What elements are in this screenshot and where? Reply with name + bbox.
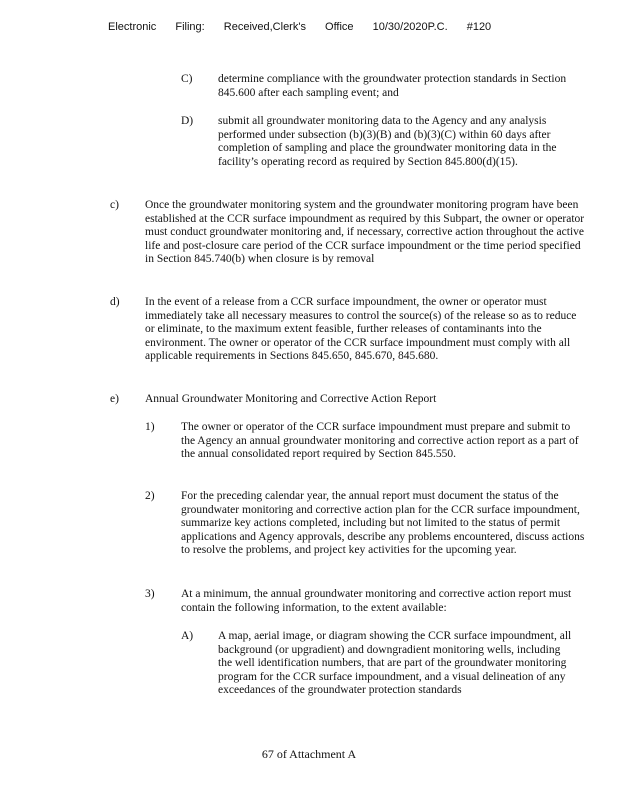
header-date: 10/30/2020P.C. <box>372 21 448 33</box>
item-label: D) <box>181 115 194 127</box>
section-text: Once the groundwater monitoring system and the groundwater monitoring program have been established at the CCR surface impoundment as required by this Subpart, the owner or operator must conduct groundwater monitoring and, if necessary, corrective action throughout the active life and post-closure care period of the CCR surface impoundment or the time period specified in Section 845.740(b) when closure is by removal <box>145 199 585 266</box>
item-label: A) <box>181 630 194 642</box>
header-electronic: Electronic <box>108 21 157 33</box>
page-footer: 67 of Attachment A <box>261 747 357 761</box>
subitem-text: At a minimum, the annual groundwater monitoring and corrective action report must contain the following information, to the extent available: <box>181 588 572 614</box>
item-text: A map, aerial image, or diagram showing the CCR surface impoundment, all background (or upgradient) and downgradient monitoring wells, including the well identification numbers, that are part of the groundwater monitoring program for the CCR surface impoundment, and a visual delineation of any exceedances of the groundwater protection standards <box>218 630 572 697</box>
subitem-label: 3) <box>145 588 155 600</box>
section-label: e) <box>110 393 119 405</box>
item-text: submit all groundwater monitoring data to the Agency and any analysis performed under subsection (b)(3)(B) and (b)(3)(C) within 60 days after completion of sampling and place the groundwater monitoring data in the facility’s operating record as required by Section 845.800(d)(15). <box>218 115 557 168</box>
header-filing: Filing: <box>175 21 205 33</box>
section-text: In the event of a release from a CCR surface impoundment, the owner or operator must immediately take all necessary measures to control the source(s) of the release so as to reduce or eliminate, to the maximum extent feasible, further releases of contaminants into the environment. The owner or operator of the CCR surface impoundment must comply with all applicable requirements in Sections 845.650, 845.670, 845.680. <box>145 296 577 363</box>
subitem-text: For the preceding calendar year, the annual report must document the status of the groundwater monitoring and corrective action plan for the CCR surface impoundment, summarize key actions completed, including but not limited to the status of permit applications and Agency approvals, describe any problems encountered, discuss actions to resolve the problems, and project key activities for the upcoming year. <box>181 490 585 557</box>
section-label: c) <box>110 199 119 211</box>
filing-header <box>108 21 507 35</box>
subitem-label: 2) <box>145 490 155 502</box>
item-label: C) <box>181 73 193 85</box>
subitem-label: 1) <box>145 421 155 433</box>
section-heading: Annual Groundwater Monitoring and Corrective Action Report <box>145 393 437 405</box>
header-number: #120 <box>466 21 492 33</box>
item-text: determine compliance with the groundwater protection standards in Section 845.600 after each sampling event; and <box>218 73 567 99</box>
header-received: Received,Clerk's <box>223 21 306 33</box>
subitem-text: The owner or operator of the CCR surface impoundment must prepare and submit to the Agency an annual groundwater monitoring and corrective action report as a part of the annual consolidated report required by Section 845.550. <box>181 421 579 461</box>
section-label: d) <box>110 296 120 308</box>
header-office: Office <box>325 21 354 33</box>
